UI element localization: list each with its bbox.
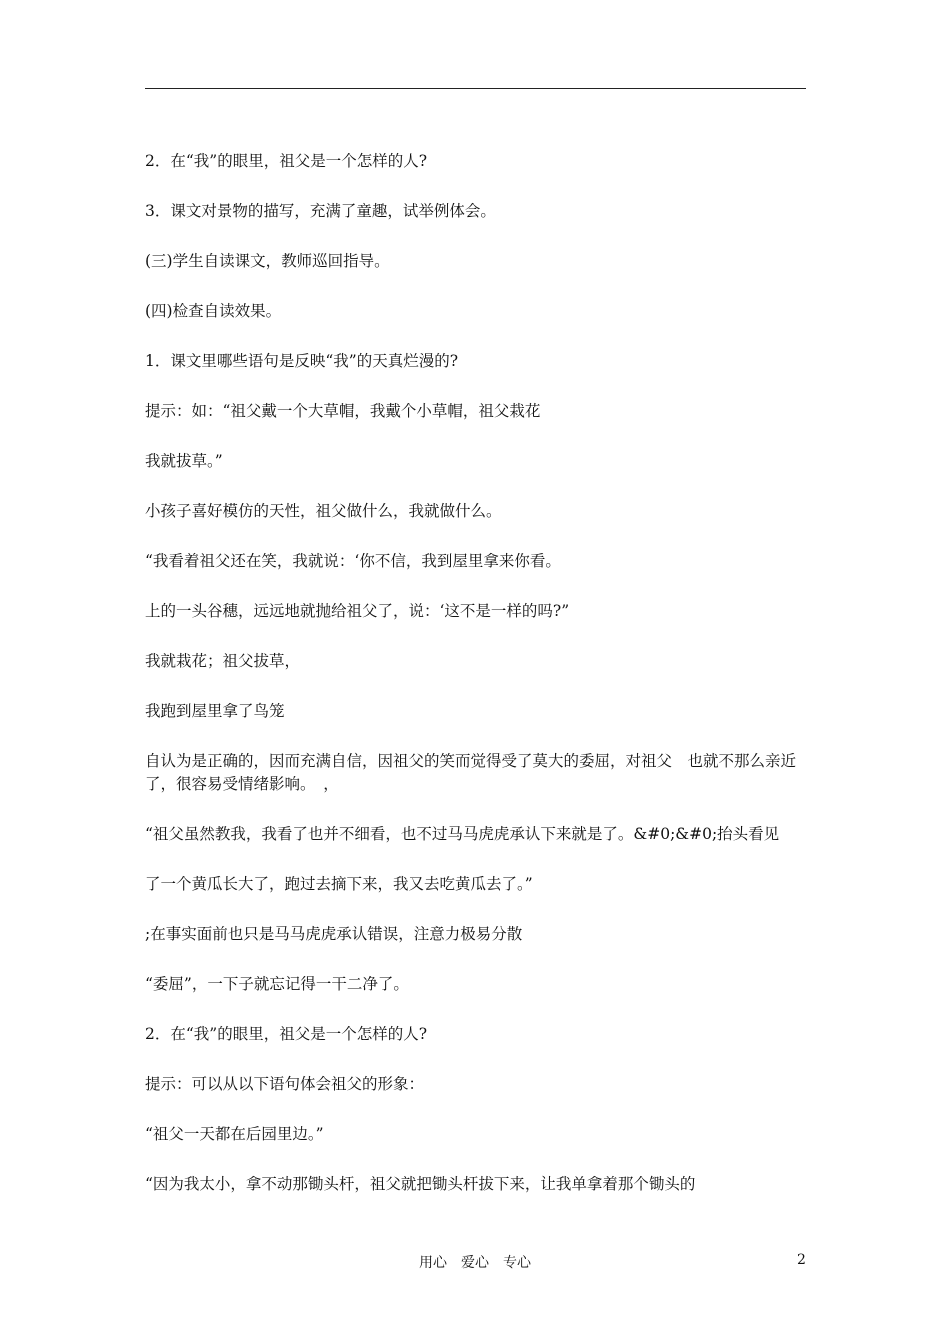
paragraph: 小孩子喜好模仿的天性，祖父做什么，我就做什么。	[145, 502, 502, 520]
paragraph: (三)学生自读课文，教师巡回指导。	[145, 252, 390, 270]
document-body	[145, 150, 810, 1223]
paragraph: 自认为是正确的，因而充满自信，因祖父的笑而觉得受了莫大的委屈，对祖父 也就不那么亲近了，很容易受情绪影响。 ，	[145, 752, 797, 793]
paragraph: 2．在“我”的眼里，祖父是一个怎样的人?	[145, 152, 428, 170]
footer-motto: 用心 爱心 专心	[419, 1255, 531, 1271]
paragraph: “我看着祖父还在笑，我就说：‘你不信，我到屋里拿来你看。	[145, 552, 561, 570]
paragraph: 提示：如：“祖父戴一个大草帽，我戴个小草帽，祖父栽花	[145, 402, 541, 420]
header-rule	[145, 88, 806, 89]
paragraph: 3．课文对景物的描写，充满了童趣，试举例体会。	[145, 202, 496, 220]
paragraph: 我就栽花；祖父拔草，	[145, 652, 301, 670]
paragraph: “委屈”，一下子就忘记得一干二净了。	[145, 975, 409, 993]
paragraph: “祖父一天都在后园里边。”	[145, 1125, 324, 1143]
paragraph: 了一个黄瓜长大了，跑过去摘下来，我又去吃黄瓜去了。”	[145, 875, 533, 893]
paragraph: (四)检查自读效果。	[145, 302, 282, 320]
paragraph: “祖父虽然教我，我看了也并不细看，也不过马马虎虎承认下来就是了。&#0;&#0;抬头看见	[145, 825, 780, 843]
paragraph: ;在事实面前也只是马马虎虎承认错误，注意力极易分散	[145, 925, 523, 943]
paragraph: 上的一头谷穗，远远地就抛给祖父了，说：‘这不是一样的吗?”	[145, 602, 570, 620]
paragraph: “因为我太小，拿不动那锄头杆，祖父就把锄头杆拔下来，让我单拿着那个锄头的	[145, 1175, 696, 1193]
page-number: 2	[797, 1252, 806, 1268]
paragraph: 我就拔草。”	[145, 452, 223, 470]
paragraph: 我跑到屋里拿了鸟笼	[145, 702, 285, 720]
paragraph: 2．在“我”的眼里，祖父是一个怎样的人?	[145, 1025, 428, 1043]
paragraph: 提示：可以从以下语句体会祖父的形象：	[145, 1075, 425, 1093]
paragraph: 1．课文里哪些语句是反映“我”的天真烂漫的?	[145, 352, 459, 370]
